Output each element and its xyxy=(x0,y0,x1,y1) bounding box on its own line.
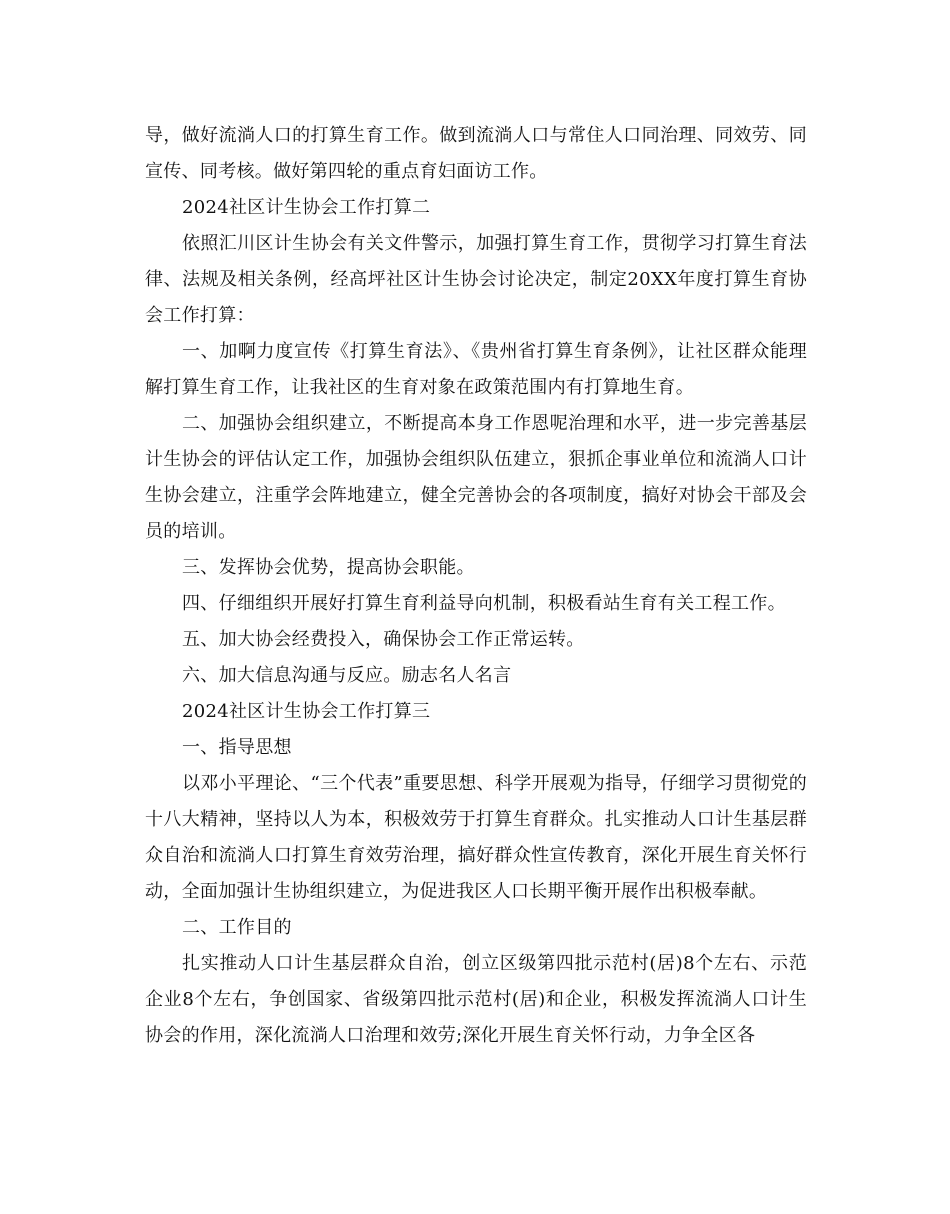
paragraph: 四、仔细组织开展好打算生育利益导向机制，积极看站生育有关工程工作。 xyxy=(182,593,786,614)
paragraph: 扎实推动人口计生基层群众自治，创立区级第四批示范村(居)8个左右、示范企业8个左右，争创国家、省级第四批示范村(居)和企业，积极发挥流淌人口计生协会的作用，深化流淌人口治理和效劳;深化开展生育关怀行动，力争全区各 xyxy=(145,953,807,1046)
section-heading: 2024社区计生协会工作打算三 xyxy=(182,701,431,722)
paragraph: 三、发挥协会优势，提高协会职能。 xyxy=(182,557,475,578)
paragraph: 导，做好流淌人口的打算生育工作。做到流淌人口与常住人口同治理、同效劳、同宣传、同考核。做好第四轮的重点育妇面访工作。 xyxy=(145,125,807,182)
section-heading: 2024社区计生协会工作打算二 xyxy=(182,197,431,218)
paragraph: 依照汇川区计生协会有关文件警示，加强打算生育工作，贯彻学习打算生育法律、法规及相关条例，经高坪社区计生协会讨论决定，制定20XX年度打算生育协会工作打算： xyxy=(145,233,807,326)
paragraph: 五、加大协会经费投入，确保协会工作正常运转。 xyxy=(182,629,585,650)
paragraph: 以邓小平理论、“三个代表”重要思想、科学开展观为指导，仔细学习贯彻党的十八大精神，坚持以人为本，积极效劳于打算生育群众。扎实推动人口计生基层群众自治和流淌人口打算生育效劳治理，搞好群众性宣传教育，深化开展生育关怀行动，全面加强计生协组织建立，为促进我区人口长期平衡开展作出积极奉献。 xyxy=(145,773,807,902)
document-body xyxy=(145,118,807,1054)
subsection-heading: 二、工作目的 xyxy=(182,917,292,938)
paragraph: 六、加大信息沟通与反应。励志名人名言 xyxy=(182,665,512,686)
subsection-heading: 一、指导思想 xyxy=(182,737,292,758)
paragraph: 一、加啊力度宣传《打算生育法》、《贵州省打算生育条例》，让社区群众能理解打算生育工作，让我社区的生育对象在政策范围内有打算地生育。 xyxy=(145,341,807,398)
paragraph: 二、加强协会组织建立，不断提高本身工作恩呢治理和水平，进一步完善基层计生协会的评估认定工作，加强协会组织队伍建立，狠抓企事业单位和流淌人口计生协会建立，注重学会阵地建立，健全完善协会的各项制度，搞好对协会干部及会员的培训。 xyxy=(145,413,807,542)
